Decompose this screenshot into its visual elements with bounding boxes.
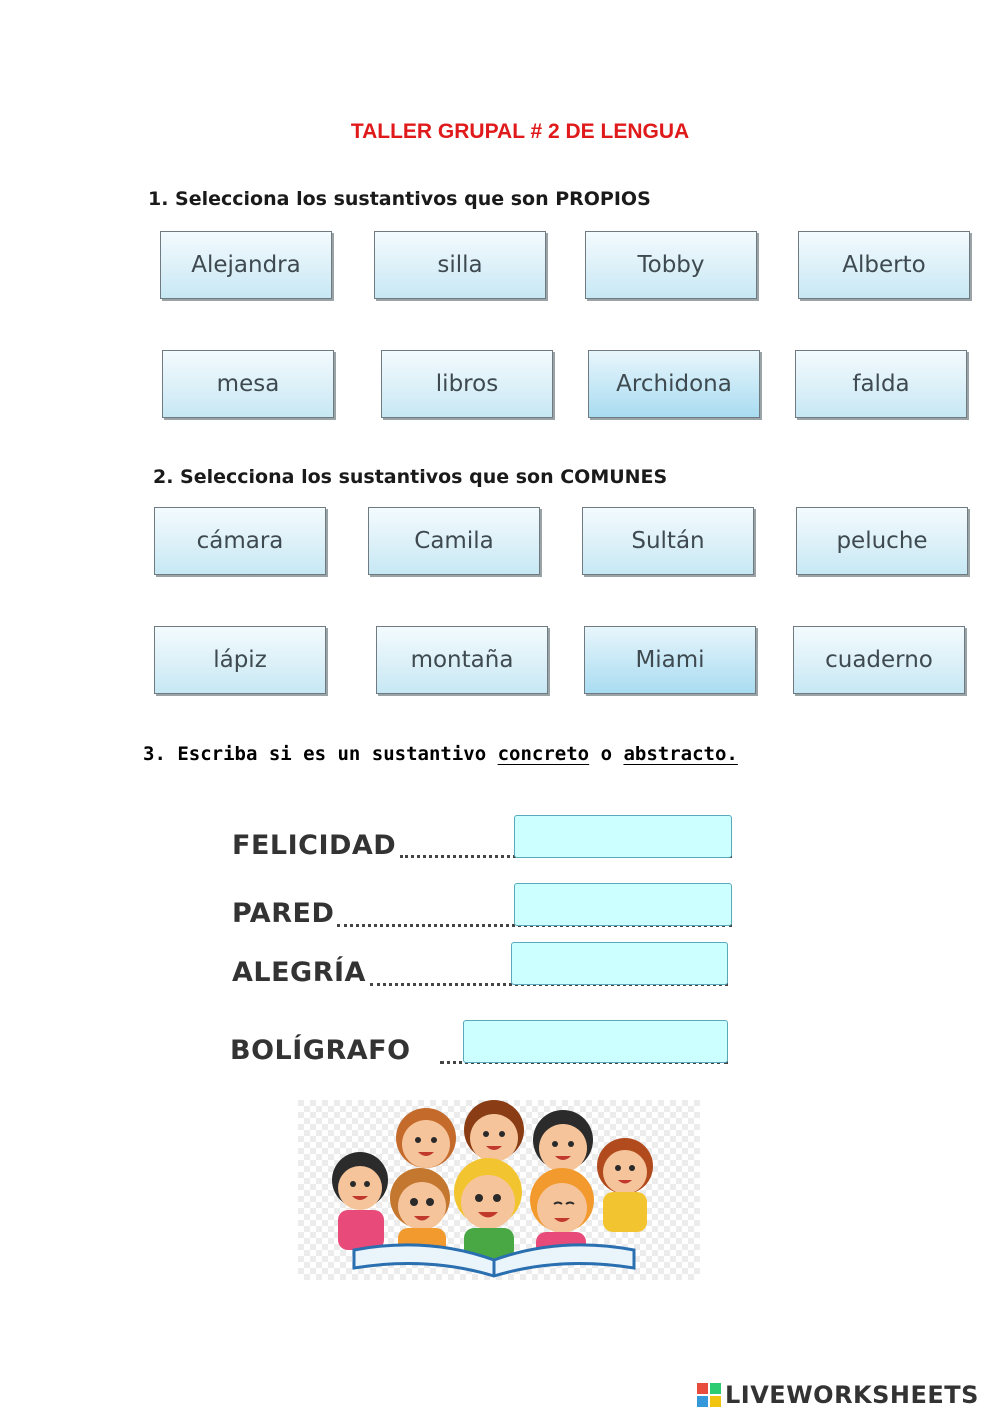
word-box[interactable]: montaña [376,626,548,694]
liveworksheets-logo [697,1378,979,1412]
liveworksheets-logo-icon [697,1383,721,1407]
word-box[interactable]: cuaderno [793,626,965,694]
answer-input-felicidad[interactable] [514,815,732,858]
word-box[interactable]: falda [795,350,967,418]
word-box[interactable]: Alejandra [160,231,332,299]
word-box[interactable]: Tobby [585,231,757,299]
answer-input-pared[interactable] [514,883,732,926]
question-1-prompt: 1. Selecciona los sustantivos que son PROPIOS [148,188,651,210]
item-word-boligrafo: BOLÍGRAFO [230,1035,411,1066]
worksheet-title: TALLER GRUPAL # 2 DE LENGUA [350,120,690,143]
word-box[interactable]: Sultán [582,507,754,575]
word-box[interactable]: silla [374,231,546,299]
word-box[interactable]: cámara [154,507,326,575]
item-word-alegria: ALEGRÍA [232,957,366,988]
question-2-prompt: 2. Selecciona los sustantivos que son COMUNES [153,466,668,488]
option-concreto: concreto [497,743,590,765]
logo-text: LIVEWORKSHEETS [725,1381,979,1409]
word-box[interactable]: peluche [796,507,968,575]
answer-input-boligrafo[interactable] [463,1020,728,1063]
option-abstracto: abstracto. [623,743,738,765]
word-box[interactable]: Alberto [798,231,970,299]
word-box[interactable]: Camila [368,507,540,575]
answer-input-alegria[interactable] [511,942,728,985]
item-word-felicidad: FELICIDAD [232,830,397,861]
word-box[interactable]: lápiz [154,626,326,694]
word-box[interactable]: mesa [162,350,334,418]
word-box[interactable]: libros [381,350,553,418]
prompt-connector: o [589,743,624,765]
question-3-prompt [143,743,738,765]
item-word-pared: PARED [232,898,335,929]
word-box[interactable]: Archidona [588,350,760,418]
prompt-text: 3. Escriba si es un sustantivo [143,743,498,765]
children-reading-illustration [298,1100,700,1280]
word-box[interactable]: Miami [584,626,756,694]
